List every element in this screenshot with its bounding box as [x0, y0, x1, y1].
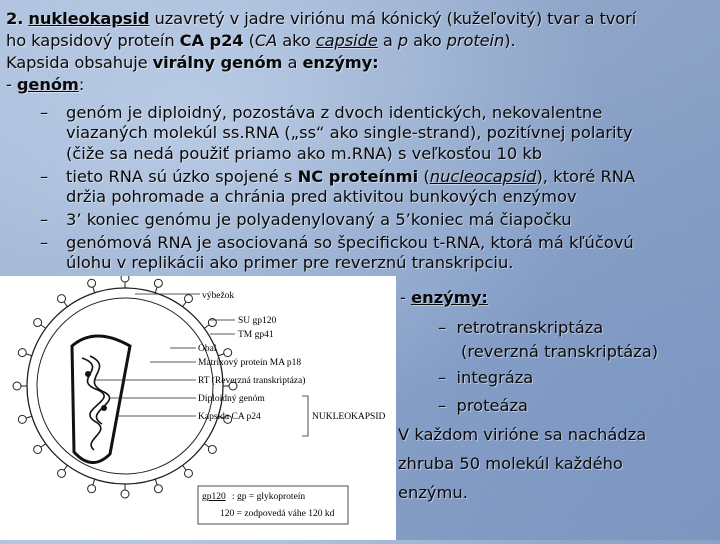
label-kapsida: Kapsida CA p24	[198, 412, 261, 422]
spike-knob	[184, 295, 192, 303]
label-rt: RT (Reverzná transkriptáza)	[198, 376, 306, 386]
spike-knob	[224, 349, 232, 357]
italic-protein: protein	[446, 31, 505, 50]
label-su: SU gp120	[238, 316, 277, 326]
term-genom: genóm	[16, 75, 79, 94]
line-text: :	[78, 75, 85, 94]
spike-knob	[121, 490, 129, 498]
summary-line-3: enzýmu.	[398, 483, 468, 502]
line-text: a	[377, 31, 398, 50]
bracket	[302, 396, 308, 436]
spike-knob	[34, 445, 42, 453]
term-enzymy: enzýmy:	[302, 53, 379, 72]
term-nc-proteinmi: NC proteínmi	[297, 167, 419, 186]
italic-nucleocapsid: nucleocapsid	[429, 167, 537, 186]
spike-knob	[18, 349, 26, 357]
spike-knob	[88, 279, 96, 287]
line-text: Kapsida obsahuje	[6, 53, 153, 72]
virion-diagram	[0, 276, 396, 540]
spike-knob	[154, 485, 162, 493]
enzyme-item-2	[398, 364, 718, 392]
line-text: ).	[504, 31, 516, 50]
bullet-dash: –	[438, 318, 447, 337]
spike-knob	[154, 279, 162, 287]
bullet-1-line-3: (čiže sa nedá použiť priamo ako m.RNA) s veľkosťou 10 kb	[66, 144, 543, 163]
section-number: 2.	[6, 9, 24, 28]
bullet-1-line-1: genóm je diploidný, pozostáva z dvoch identických, nekovalentne	[66, 103, 603, 122]
italic-capside: capside	[315, 31, 378, 50]
spike-knob	[208, 445, 216, 453]
enzyme-item-1	[398, 316, 718, 340]
paragraph-line-4	[6, 74, 84, 96]
line-text: a	[282, 53, 303, 72]
label-obal: Obal	[198, 344, 217, 354]
bullet-dash: –	[40, 103, 49, 122]
line-text: ako	[408, 31, 447, 50]
bullet-4-line-1: genómová RNA je asociovaná so špecifickou t-RNA, ktorá má kľúčovú	[66, 233, 634, 252]
summary-line-1: V každom virióne sa nachádza	[398, 425, 647, 444]
term-enzymy-heading: enzýmy:	[411, 288, 488, 307]
paragraph-line-2	[6, 30, 516, 52]
line-text: ho kapsidový proteín	[6, 31, 180, 50]
capsid-cone	[72, 336, 130, 463]
enzyme-item-3	[398, 392, 718, 420]
term-ca-p24: CA p24	[179, 31, 244, 50]
spike-knob	[58, 295, 66, 303]
summary-line-2: zhruba 50 molekúl každého	[398, 454, 623, 473]
rt-dot	[85, 371, 91, 377]
bullet-dash: –	[40, 233, 49, 252]
gp-eq-2: 120 = zodpovedá váhe 120 kd	[220, 509, 335, 519]
gp-name: gp120	[202, 492, 226, 502]
spike-knob	[18, 415, 26, 423]
enzymes-heading	[398, 286, 718, 310]
line-text: (	[243, 31, 255, 50]
bullet-2-line-1	[66, 166, 635, 188]
line-text: tieto RNA sú úzko spojené s	[66, 167, 298, 186]
spike-knob	[58, 469, 66, 477]
enzyme-retrotranskriptaza: retrotranskriptáza	[456, 318, 604, 337]
term-viralny-genom: virálny genóm	[152, 53, 283, 72]
envelope-inner	[37, 298, 213, 474]
term-nukleokapsid: nukleokapsid	[28, 9, 150, 28]
line-text: ), ktoré RNA	[536, 167, 636, 186]
enzyme-proteaza: proteáza	[456, 396, 529, 415]
bullet-4-line-2: úlohu v replikácii ako primer pre reverznú transkripciu.	[66, 253, 514, 272]
label-matrix: Matrixový proteín MA p18	[198, 358, 302, 368]
italic-ca: CA	[254, 31, 278, 50]
rna-strand	[82, 358, 104, 450]
paragraph-line-1	[6, 8, 636, 30]
spike-knob	[88, 485, 96, 493]
line-text: (	[418, 167, 430, 186]
bullet-dash: –	[438, 368, 447, 387]
spike-knob	[184, 469, 192, 477]
italic-p: p	[397, 31, 409, 50]
label-diploid: Diploidný genóm	[198, 394, 265, 404]
line-text: -	[6, 75, 17, 94]
label-nukleokapsid: NUKLEOKAPSID	[312, 412, 386, 422]
spike-knob	[34, 319, 42, 327]
bullet-2-line-2: držia pohromade a chránia pred aktivitou bunkových enzýmov	[66, 187, 577, 206]
bullet-dash: –	[40, 167, 49, 186]
bullet-1-line-2: viazaných molekúl ss.RNA („ss“ ako single-strand), pozitívnej polarity	[66, 123, 633, 142]
spike-knob	[13, 382, 21, 390]
label-vybezok: výbežok	[202, 291, 235, 301]
bullet-dash: –	[438, 396, 447, 415]
rt-dot	[101, 405, 107, 411]
enzyme-item-1-sub: (reverzná transkriptáza)	[461, 342, 659, 361]
line-text: uzavretý v jadre viriónu má kónický (kužeľovitý) tvar a tvorí	[149, 9, 637, 28]
line-text: -	[400, 288, 412, 307]
label-tm: TM gp41	[238, 330, 274, 340]
spikes	[13, 276, 237, 498]
spike-knob	[121, 276, 129, 282]
gp-eq-1: : gp = glykoproteín	[232, 492, 306, 502]
paragraph-line-3	[6, 52, 379, 74]
envelope-outer	[27, 288, 223, 484]
line-text: ako	[277, 31, 316, 50]
bullet-3-line-1: 3’ koniec genómu je polyadenylovaný a 5’koniec má čiapočku	[66, 210, 572, 229]
bullet-dash: –	[40, 210, 49, 229]
enzyme-integraza: integráza	[456, 368, 534, 387]
enzymes-column	[398, 286, 718, 507]
virion-diagram-svg	[0, 276, 396, 540]
